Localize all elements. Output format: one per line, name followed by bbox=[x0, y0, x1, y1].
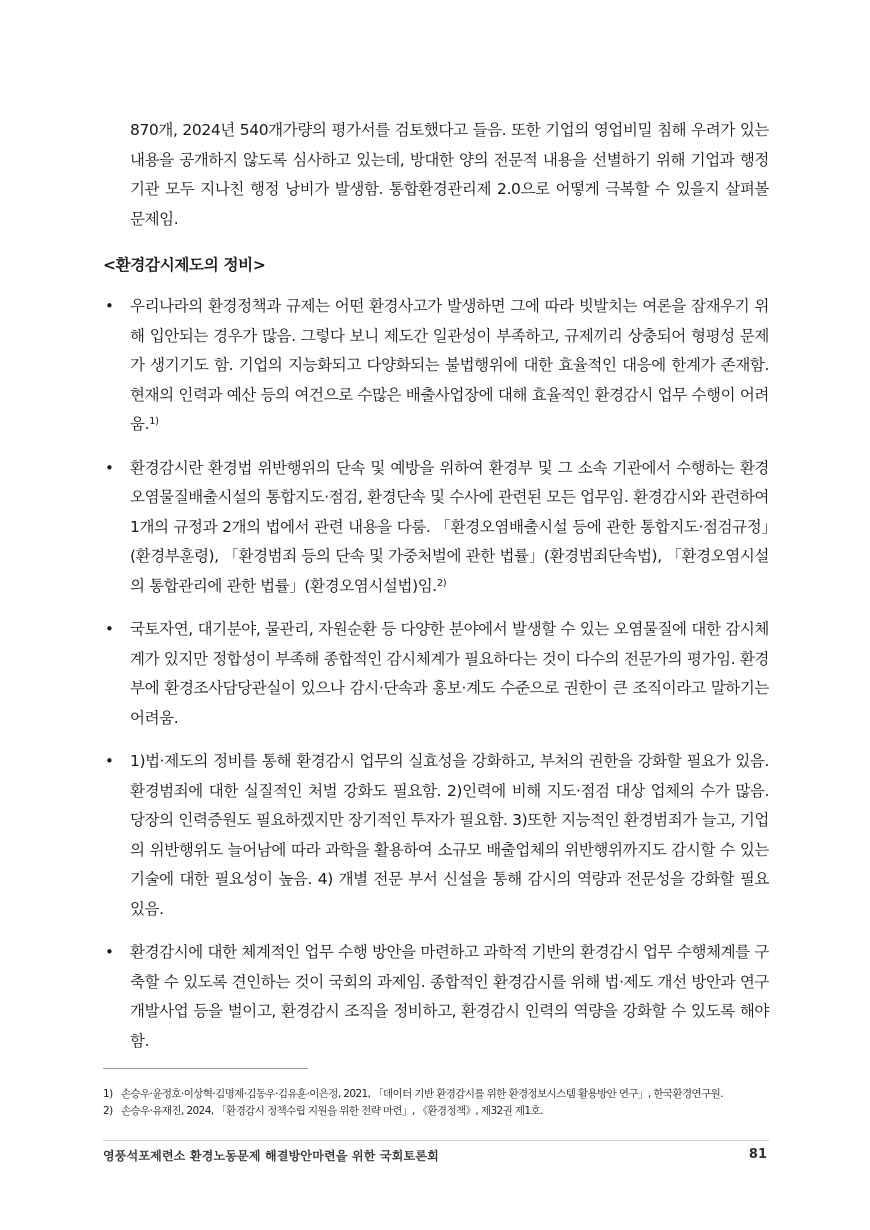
footnote-ref[interactable]: 1) bbox=[149, 416, 159, 427]
intro-paragraph: 870개, 2024년 540개가량의 평가서를 검토했다고 들음. 또한 기업의 영업비밀 침해 우려가 있는 내용을 공개하지 않도록 심사하고 있는데, 방대한 양의 전문적 내용을 선별하기 위해 기업과 행정기관 모두 지나친 행정 낭비가 발생함. 통합환경관리제 2.0으로 어떻게 극복할 수 있을지 살펴볼 문제임. bbox=[130, 121, 769, 228]
bullet-item bbox=[103, 938, 769, 1056]
bullet-icon: • bbox=[105, 297, 114, 315]
bullet-item bbox=[103, 292, 769, 440]
section-heading: <환경감시제도의 정비> bbox=[103, 256, 266, 274]
bullet-icon: • bbox=[105, 943, 114, 961]
bullet-icon: • bbox=[105, 620, 114, 638]
page-number: 81 bbox=[748, 1147, 767, 1162]
footnote-text: 손승우·유재진, 2024, 「환경감시 정책수립 지원을 위한 전략 마련」, 《환경정책》, 제32권 제1호. bbox=[121, 1105, 543, 1117]
bullet-list bbox=[103, 292, 769, 1056]
bullet-icon: • bbox=[105, 458, 114, 477]
bullet-text: 환경감시란 환경법 위반행위의 단속 및 예방을 위하여 환경부 및 그 소속 기관에서 수행하는 환경오염물질배출시설의 통합지도·점검, 환경단속 및 수사에 관련된 모든 업무임. 환경감시와 관련하여 1개의 규정과 2개의 법에서 관련 내용을 다룸. 「환경오염배출시설 등에 관한 통합지도·점검규정」(환경부훈령), 「환경범죄 등의 단속 및 가중처벌에 관한 법률」(환경범죄단속법), 「환경오염시설의 통합관리에 관한 법률」(환경오염시설법)임. bbox=[130, 458, 769, 595]
bullet-item bbox=[103, 615, 769, 733]
bullet-item bbox=[103, 747, 769, 924]
bullet-text: 1)법·제도의 정비를 통해 환경감시 업무의 실효성을 강화하고, 부처의 권한을 강화할 필요가 있음. 환경범죄에 대한 실질적인 처벌 강화도 필요함. 2)인력에 비해 지도·점검 대상 업체의 수가 많음. 당장의 인력증원도 필요하겠지만 장기적인 투자가 필요함. 3)또한 지능적인 환경범죄가 늘고, 기업의 위반행위도 늘어남에 따라 과학을 활용하여 소규모 배출업체의 위반행위까지도 감시할 수 있는 기술에 대한 필요성이 높음. 4) 개별 전문 부서 신설을 통해 감시의 역량과 전문성을 강화할 필요 있음. bbox=[130, 752, 769, 918]
bullet-text: 환경감시에 대한 체계적인 업무 수행 방안을 마련하고 과학적 기반의 환경감시 업무 수행체계를 구축할 수 있도록 견인하는 것이 국회의 과제임. 종합적인 환경감시를 위해 법·제도 개선 방안과 연구개발사업 등을 벌이고, 환경감시 조직을 정비하고, 환경감시 인력의 역량을 강화할 수 있도록 해야함. bbox=[130, 943, 769, 1050]
footer-title: 영풍석포제련소 환경노동문제 해결방안마련을 위한 국회토론회 bbox=[103, 1149, 439, 1163]
footer-divider bbox=[103, 1140, 769, 1141]
bullet-item bbox=[103, 454, 769, 602]
bullet-text: 우리나라의 환경정책과 규제는 어떤 환경사고가 발생하면 그에 따라 빗발치는 여론을 잠재우기 위해 입안되는 경우가 많음. 그렇다 보니 제도간 일관성이 부족하고, 규제끼리 상충되어 형평성 문제가 생기기도 함. 기업의 지능화되고 다양화되는 불법행위에 대한 효율적인 대응에 한계가 존재함. 현재의 인력과 예산 등의 여건으로 수많은 배출사업장에 대해 효율적인 환경감시 업무 수행이 어려움. bbox=[130, 297, 769, 433]
bullet-icon: • bbox=[105, 752, 114, 770]
footnote-number: 1) bbox=[103, 1088, 113, 1100]
footnote-ref[interactable]: 2) bbox=[436, 577, 447, 589]
footnote-number: 2) bbox=[103, 1105, 113, 1117]
main-content bbox=[103, 116, 769, 1070]
footnote bbox=[103, 1086, 783, 1103]
footnote-divider bbox=[103, 1068, 308, 1069]
footnotes bbox=[103, 1086, 783, 1120]
footnote bbox=[103, 1103, 783, 1120]
bullet-text: 국토자연, 대기분야, 물관리, 자원순환 등 다양한 분야에서 발생할 수 있는 오염물질에 대한 감시체계가 있지만 정합성이 부족해 종합적인 감시체계가 필요하다는 것이 다수의 전문가의 평가임. 환경부에 환경조사담당관실이 있으나 감시·단속과 홍보·계도 수준으로 권한이 큰 조직이라고 말하기는 어려움. bbox=[130, 620, 769, 727]
footnote-text: 손승우·윤정호·이상혁·김명제·김동우·김유훈·이은정, 2021, 「데이터 기반 환경감시를 위한 환경정보시스템 활용방안 연구」, 한국환경연구원. bbox=[121, 1088, 723, 1100]
